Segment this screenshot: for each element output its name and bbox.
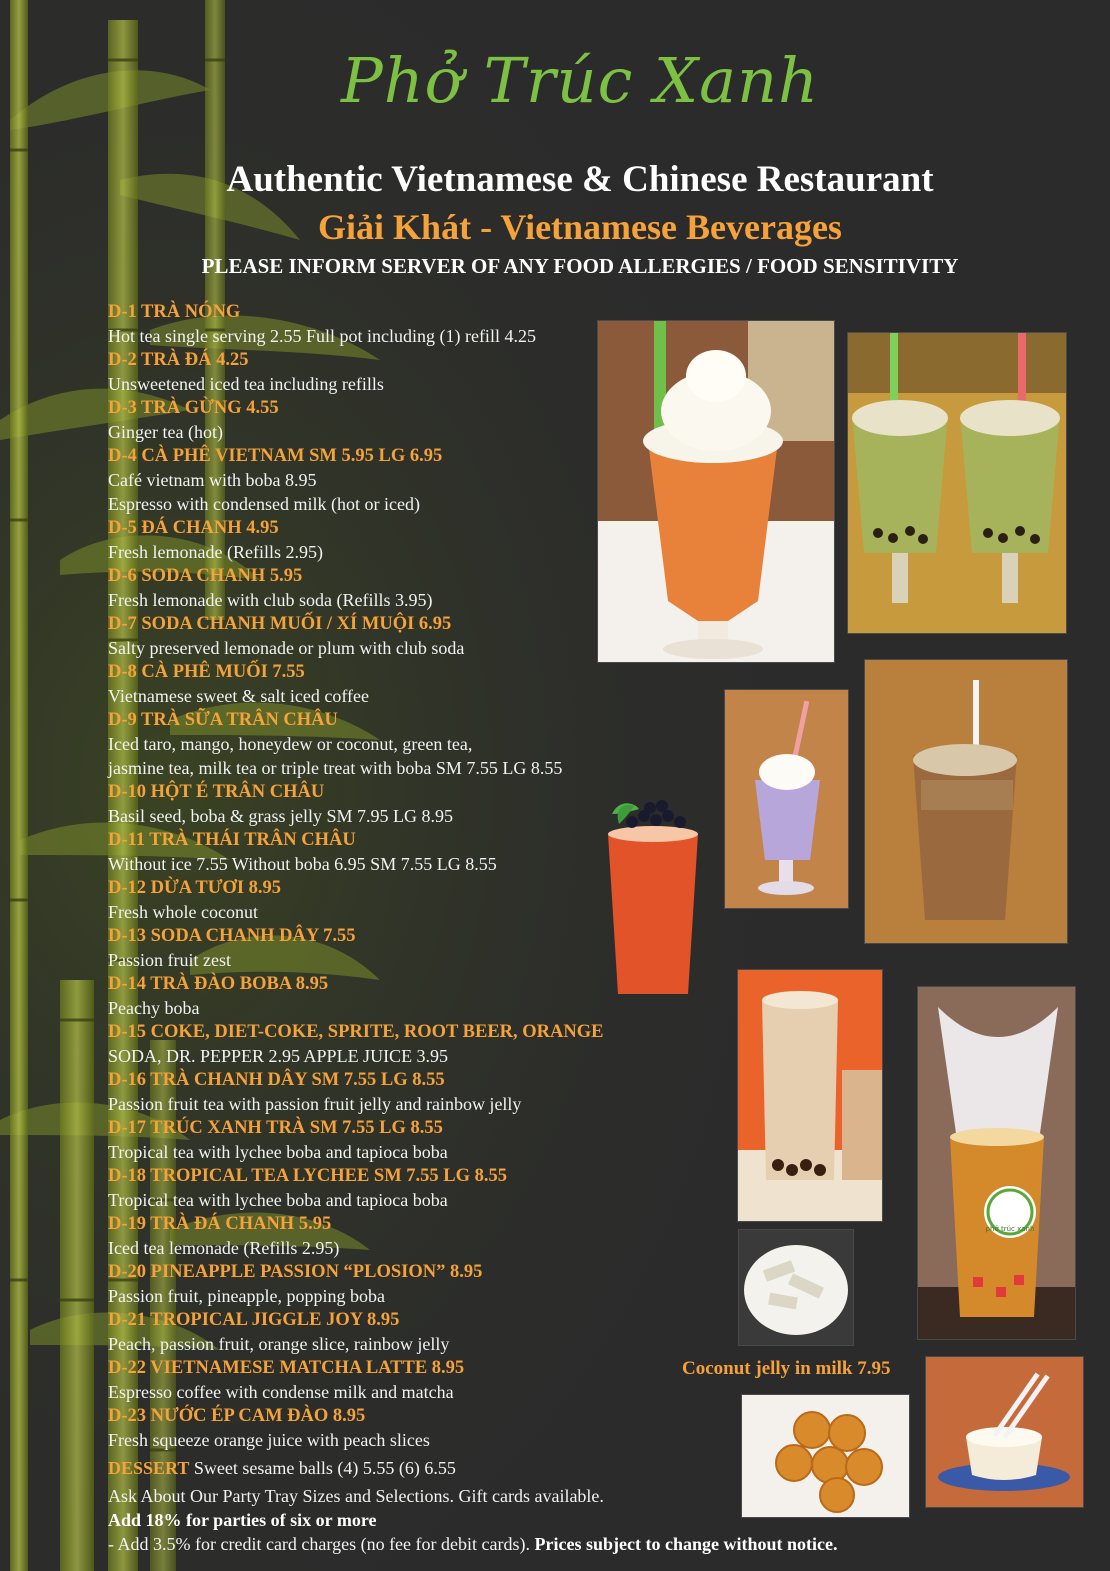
- menu-item-name: D-16 TRÀ CHANH DÂY SM 7.55 LG 8.55: [108, 1070, 445, 1090]
- menu-item-description: Café vietnam with boba 8.95: [108, 470, 317, 490]
- cup-logo-text: phở trúc xanh: [985, 1225, 1035, 1233]
- menu-item-description: jasmine tea, milk tea or triple treat with boba SM 7.55 LG 8.55: [108, 758, 563, 778]
- menu-item-description: Iced taro, mango, honeydew or coconut, green tea,: [108, 734, 473, 754]
- menu-item-name: D-8 CÀ PHÊ MUỐI 7.55: [108, 662, 305, 682]
- menu-item-description: Espresso coffee with condense milk and matcha: [108, 1382, 454, 1402]
- menu-item-name: D-9 TRÀ SỮA TRÂN CHÂU: [108, 710, 338, 730]
- menu-item-name: D-23 NƯỚC ÉP CAM ĐÀO 8.95: [108, 1406, 366, 1426]
- gratuity-notice: Add 18% for parties of six or more: [108, 1510, 377, 1530]
- menu-item-name: D-2 TRÀ ĐÁ 4.25: [108, 350, 249, 370]
- menu-item-description: Fresh whole coconut: [108, 902, 258, 922]
- menu-item-name: D-21 TROPICAL JIGGLE JOY 8.95: [108, 1310, 400, 1330]
- menu-item-description: Ginger tea (hot): [108, 422, 223, 442]
- party-tray-notice: Ask About Our Party Tray Sizes and Selections. Gift cards available.: [108, 1486, 604, 1506]
- menu-footer: [108, 1456, 1088, 1556]
- menu-item-name: D-1 TRÀ NÓNG: [108, 302, 241, 322]
- fees-line: [108, 1532, 1088, 1556]
- menu-item-name: D-14 TRÀ ĐÀO BOBA 8.95: [108, 974, 329, 994]
- menu-section-title: Giải Khát - Vietnamese Beverages: [318, 207, 842, 247]
- restaurant-headline: Authentic Vietnamese & Chinese Restaurant: [226, 159, 934, 200]
- menu-item-name: D-10 HỘT É TRÂN CHÂU: [108, 782, 325, 802]
- menu-item-description: Fresh lemonade (Refills 2.95): [108, 542, 323, 562]
- allergy-notice: PLEASE INFORM SERVER OF ANY FOOD ALLERGIES / FOOD SENSITIVITY: [201, 254, 959, 278]
- menu-item-name: D-12 DỪA TƯƠI 8.95: [108, 878, 282, 898]
- restaurant-logo: Phở Trúc Xanh: [341, 44, 819, 117]
- menu-item-description: Without ice 7.55 Without boba 6.95 SM 7.55 LG 8.55: [108, 854, 497, 874]
- menu-item-description: Peachy boba: [108, 998, 200, 1018]
- menu-item-description: Vietnamese sweet & salt iced coffee: [108, 686, 369, 706]
- dessert-line: [108, 1456, 1088, 1480]
- menu-item-description: Passion fruit tea with passion fruit jelly and rainbow jelly: [108, 1094, 522, 1114]
- menu-item-description: Espresso with condensed milk (hot or iced): [108, 494, 420, 514]
- tropical-tea-cup-photo: [917, 986, 1076, 1340]
- menu-item-description: Hot tea single serving 2.55 Full pot including (1) refill 4.25: [108, 326, 536, 346]
- menu-item-name: D-20 PINEAPPLE PASSION “PLOSION” 8.95: [108, 1262, 483, 1282]
- menu-item-description: Peach, passion fruit, orange slice, rainbow jelly: [108, 1334, 450, 1354]
- credit-fee-notice: - Add 3.5% for credit card charges (no fee for debit cards).: [108, 1534, 530, 1554]
- menu-item-name: D-11 TRÀ THÁI TRÂN CHÂU: [108, 830, 356, 850]
- menu-item-name: D-15 COKE, DIET-COKE, SPRITE, ROOT BEER, ORANGE: [108, 1022, 604, 1042]
- menu-item-description: Passion fruit zest: [108, 950, 231, 970]
- menu-item-description: Fresh squeeze orange juice with peach slices: [108, 1430, 430, 1450]
- dessert-text: Sweet sesame balls (4) 5.55 (6) 6.55: [189, 1458, 456, 1478]
- taro-milk-tea-photo: [724, 689, 849, 909]
- menu-item-description: Iced tea lemonade (Refills 2.95): [108, 1238, 340, 1258]
- menu-item-description: Basil seed, boba & grass jelly SM 7.95 LG 8.95: [108, 806, 453, 826]
- menu-item-description: Tropical tea with lychee boba and tapioca boba: [108, 1142, 448, 1162]
- menu-item-description: Salty preserved lemonade or plum with club soda: [108, 638, 465, 658]
- thai-tea-photo: [597, 320, 835, 663]
- menu-item-name: D-5 ĐÁ CHANH 4.95: [108, 518, 279, 538]
- menu-item-name: D-3 TRÀ GỪNG 4.55: [108, 398, 279, 418]
- coconut-jelly-photo: [738, 1229, 854, 1346]
- iced-peach-tea-photo: [594, 794, 706, 1004]
- milk-tea-boba-photo: [737, 969, 883, 1222]
- menu-item-name: D-17 TRÚC XANH TRÀ SM 7.55 LG 8.55: [108, 1118, 443, 1138]
- green-tea-boba-photo: [847, 332, 1067, 634]
- menu-item-description: Tropical tea with lychee boba and tapioca boba: [108, 1190, 448, 1210]
- menu-item-name: D-6 SODA CHANH 5.95: [108, 566, 303, 586]
- menu-item-description: Fresh lemonade with club soda (Refills 3.95): [108, 590, 433, 610]
- price-change-notice: Prices subject to change without notice.: [530, 1534, 838, 1554]
- menu-item-description: SODA, DR. PEPPER 2.95 APPLE JUICE 3.95: [108, 1046, 449, 1066]
- menu-item-name: D-7 SODA CHANH MUỐI / XÍ MUỘI 6.95: [108, 614, 452, 634]
- coconut-jelly-caption: Coconut jelly in milk 7.95: [682, 1358, 891, 1379]
- menu-item-name: D-13 SODA CHANH DÂY 7.55: [108, 926, 356, 946]
- menu-item-name: D-22 VIETNAMESE MATCHA LATTE 8.95: [108, 1358, 465, 1378]
- menu-item-name: D-19 TRÀ ĐÁ CHANH 5.95: [108, 1214, 332, 1234]
- menu-item-name: D-4 CÀ PHÊ VIETNAM SM 5.95 LG 6.95: [108, 446, 443, 466]
- menu-item-description: Passion fruit, pineapple, popping boba: [108, 1286, 385, 1306]
- menu-item-name: D-18 TROPICAL TEA LYCHEE SM 7.55 LG 8.55: [108, 1166, 508, 1186]
- iced-coffee-photo: [864, 659, 1068, 944]
- dessert-label: DESSERT: [108, 1458, 190, 1478]
- menu-item-description: Unsweetened iced tea including refills: [108, 374, 384, 394]
